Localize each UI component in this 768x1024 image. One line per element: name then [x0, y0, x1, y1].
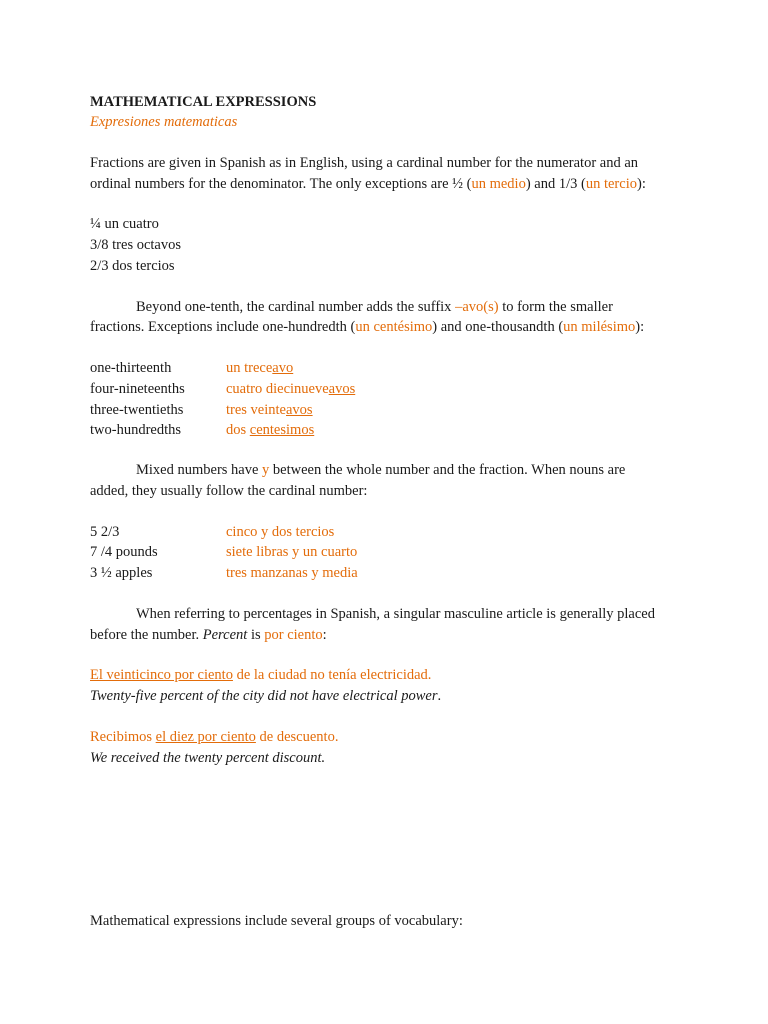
- mixed-row-english: 3 ½ apples: [90, 565, 153, 581]
- example-1-english: Twenty-five percent of the city did not have electrical power.: [90, 688, 442, 704]
- term-y: y: [262, 462, 270, 478]
- fraction-example: 2/3 dos tercios: [90, 258, 175, 274]
- closing-sentence: Mathematical expressions include several groups of vocabulary:: [90, 913, 463, 929]
- mixed-row-english: 7 /4 pounds: [90, 544, 158, 560]
- suffix-row-spanish: dos centesimos: [226, 422, 315, 438]
- paragraph-2-line-2: fractions. Exceptions include one-hundredth (un centésimo) and one-thousandth (un milésimo):: [90, 319, 645, 335]
- suffix-row-english: two-hundredths: [90, 422, 182, 438]
- suffix-row-spanish: un treceavo: [226, 360, 294, 376]
- paragraph-4-line-1: When referring to percentages in Spanish, a singular masculine article is generally placed: [136, 606, 655, 622]
- example-2-english: We received the twenty percent discount.: [90, 750, 326, 766]
- document-title: MATHEMATICAL EXPRESSIONS: [90, 94, 317, 110]
- term-por-ciento: por ciento: [264, 627, 323, 643]
- term-un-tercio: un tercio: [585, 176, 637, 192]
- suffix-row-spanish: tres veinteavos: [226, 402, 313, 418]
- document-subtitle: Expresiones matematicas: [90, 114, 238, 130]
- paragraph-4-line-2: before the number. Percent is por ciento:: [90, 627, 327, 643]
- term-un-milesimo: un milésimo: [563, 319, 636, 335]
- example-2-spanish: Recibimos el diez por ciento de descuento.: [90, 729, 339, 745]
- mixed-row-spanish: cinco y dos tercios: [226, 524, 335, 540]
- paragraph-2-line-1: Beyond one-tenth, the cardinal number adds the suffix –avo(s) to form the smaller: [136, 299, 613, 315]
- paragraph-3-line-2: added, they usually follow the cardinal number:: [90, 483, 368, 499]
- paragraph-3-line-1: Mixed numbers have y between the whole number and the fraction. When nouns are: [136, 462, 626, 478]
- mixed-row-english: 5 2/3: [90, 524, 120, 540]
- example-1-spanish: El veinticinco por ciento de la ciudad no tenía electricidad.: [90, 667, 432, 683]
- term-avo-suffix: –avo(s): [455, 299, 499, 315]
- mixed-row-spanish: siete libras y un cuarto: [226, 544, 358, 560]
- term-un-centesimo: un centésimo: [355, 319, 433, 335]
- fraction-example: ¼ un cuatro: [90, 216, 159, 232]
- suffix-row-english: one-thirteenth: [90, 360, 172, 376]
- suffix-row-english: three-twentieths: [90, 402, 184, 418]
- suffix-row-spanish: cuatro diecinueveavos: [226, 381, 356, 397]
- mixed-row-spanish: tres manzanas y media: [226, 565, 358, 581]
- paragraph-1-line-1: Fractions are given in Spanish as in English, using a cardinal number for the numerator and an: [90, 155, 639, 171]
- suffix-row-english: four-nineteenths: [90, 381, 185, 397]
- paragraph-1-line-2: ordinal numbers for the denominator. The only exceptions are ½ (un medio) and 1/3 (un tercio):: [90, 176, 646, 192]
- fraction-example: 3/8 tres octavos: [90, 237, 182, 253]
- term-un-medio: un medio: [471, 176, 526, 192]
